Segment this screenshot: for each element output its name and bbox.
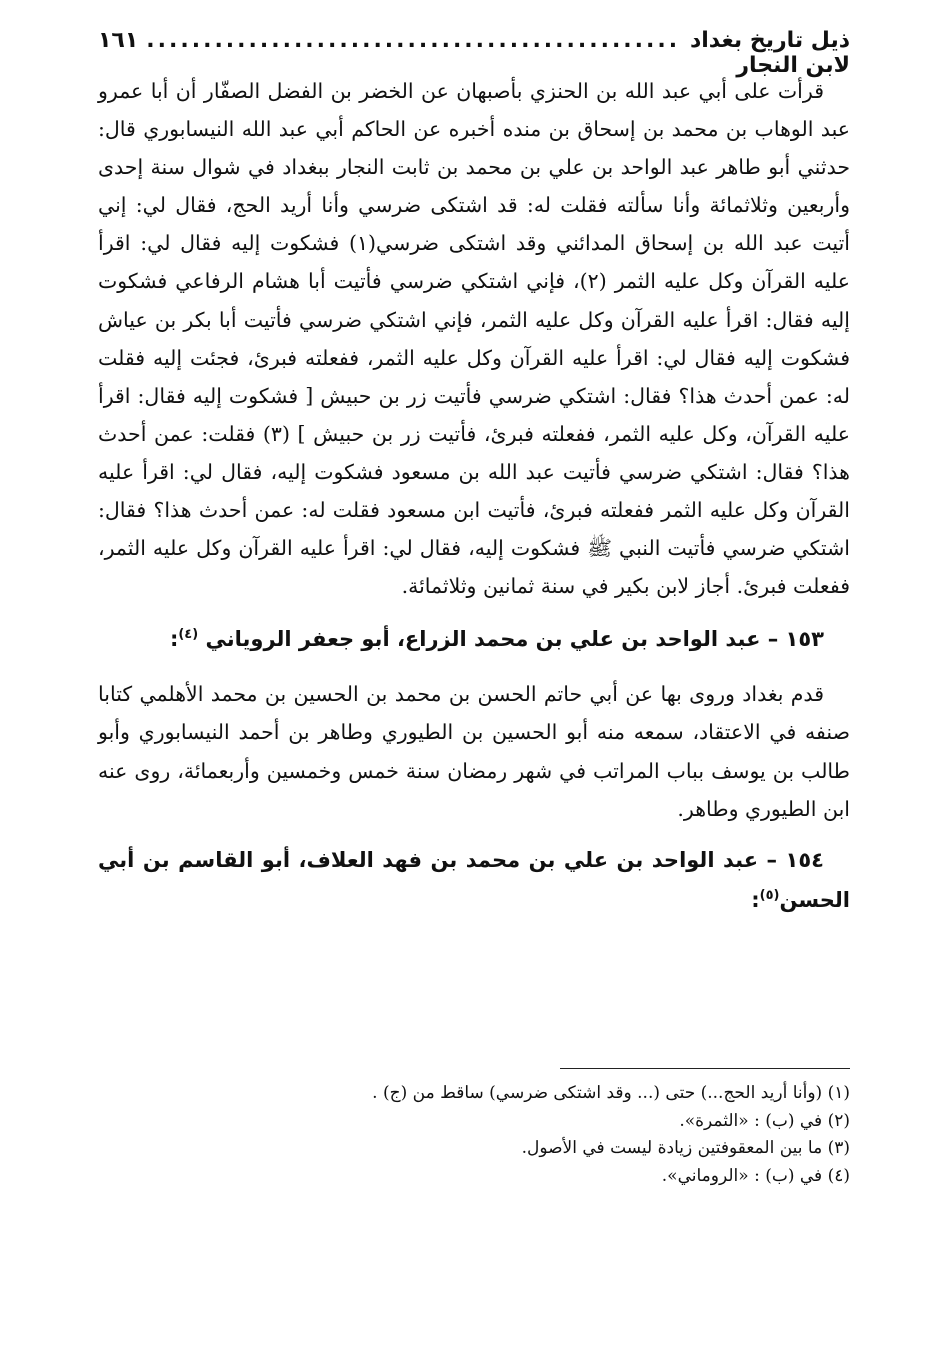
footnote-4: (٤) في (ب) : «الروماني». <box>661 1165 850 1186</box>
footnote-ref-4: (٤) <box>178 627 199 643</box>
footnote-1: (١) (وأنا أريد الحج...) حتى (... وقد اشتكى ضرسي) ساقط من (ج) . <box>372 1083 850 1103</box>
entry-153-title: ١٥٣ – عبد الواحد بن علي بن محمد الزراع، أبو جعفر الروياني <box>205 627 824 652</box>
main-text <box>98 72 850 920</box>
book-page <box>98 28 850 920</box>
entry-153-colon: : <box>169 627 179 652</box>
footnote-2: (٢) في (ب) : «الثمرة». <box>679 1110 850 1131</box>
footnote-ref-5: (٥) <box>759 887 780 903</box>
footnote-3: (٣) ما بين المعقوفتين زيادة ليست في الأصول. <box>521 1138 850 1158</box>
footnote-divider <box>560 1068 850 1069</box>
entry-153-heading <box>98 619 850 659</box>
page-number: ١٦١ <box>98 28 139 53</box>
entry-154-title: ١٥٤ – عبد الواحد بن علي بن محمد بن فهد العلاف، أبو القاسم بن أبي الحسن <box>98 847 850 912</box>
header-dot-leader: ............................................... <box>146 28 681 53</box>
running-title: ذيل تاريخ بغداد لابن النجار <box>689 28 850 78</box>
entry-154-heading <box>98 840 850 920</box>
footnotes <box>98 1080 850 1190</box>
entry-154-colon: : <box>751 887 760 912</box>
entry-153-text: قدم بغداد وروى بها عن أبي حاتم الحسن بن محمد بن الحسين بن محمد الأهلمي كتابا صنفه في الاعتقاد، سمعه منه أبو الحسين بن الطيوري وطاهر بن أحمد النيسابوري وأبو طالب بن يوسف بباب المراتب في شهر رمضان سنة خمس وخمسين وأربعمائة، روى عنه ابن الطيوري وطاهر. <box>98 682 850 821</box>
running-header <box>98 28 850 78</box>
paragraph-hadith: قرأت على أبي عبد الله بن الحنزي بأصبهان عن الخضر بن الفضل الصفّار أن أبا عمرو عبد الوهاب بن محمد بن إسحاق بن منده أخبره عن الحاكم أبي عبد الله النيسابوري قال: حدثني أبو طاهر عبد الواحد بن علي بن محمد بن ثابت النجار ببغداد في شوال سنة إحدى وأربعين وثلاثمائة وأنا سألته فقلت له: قد اشتكى ضرسي وأنا أريد الحج، فقال لي: إني أتيت عبد الله بن إسحاق المدائني وقد اشتكى ضرسي(١) فشكوت إليه فقال لي: اقرأ عليه القرآن وكل عليه الثمر (٢)، فإني اشتكي ضرسي فأتيت أبا هشام الرفاعي فشكوت إليه فقال: اقرأ عليه القرآن وكل عليه الثمر، فإني اشتكي ضرسي فأتيت أبا بكر بن عياش فشكوت إليه فقال لي: اقرأ عليه القرآن وكل عليه الثمر، ففعلته فبرئ، فجئت إليه فقلت له: عمن أحدث هذا؟ فقال: اشتكي ضرسي فأتيت زر بن حبيش [ فشكوت إليه فقال: اقرأ عليه القرآن، وكل عليه الثمر، ففعلته فبرئ، فأتيت زر بن حبيش ] (٣) فقلت: عمن أحدث هذا؟ فقال: اشتكي ضرسي فأتيت عبد الله بن مسعود فشكوت إليه، فقال لي: اقرأ عليه القرآن وكل عليه الثمر ففعلته فبرئ، فأتيت ابن مسعود فقلت له: عمن أحدث هذا؟ فقال: اشتكي ضرسي فأتيت النبي ﷺ فشكوت إليه، فقال لي: اقرأ عليه القرآن وكل عليه الثمر، ففعلت فبرئ. أجاز لابن بكير في سنة ثمانين وثلاثمائة. <box>98 79 850 599</box>
